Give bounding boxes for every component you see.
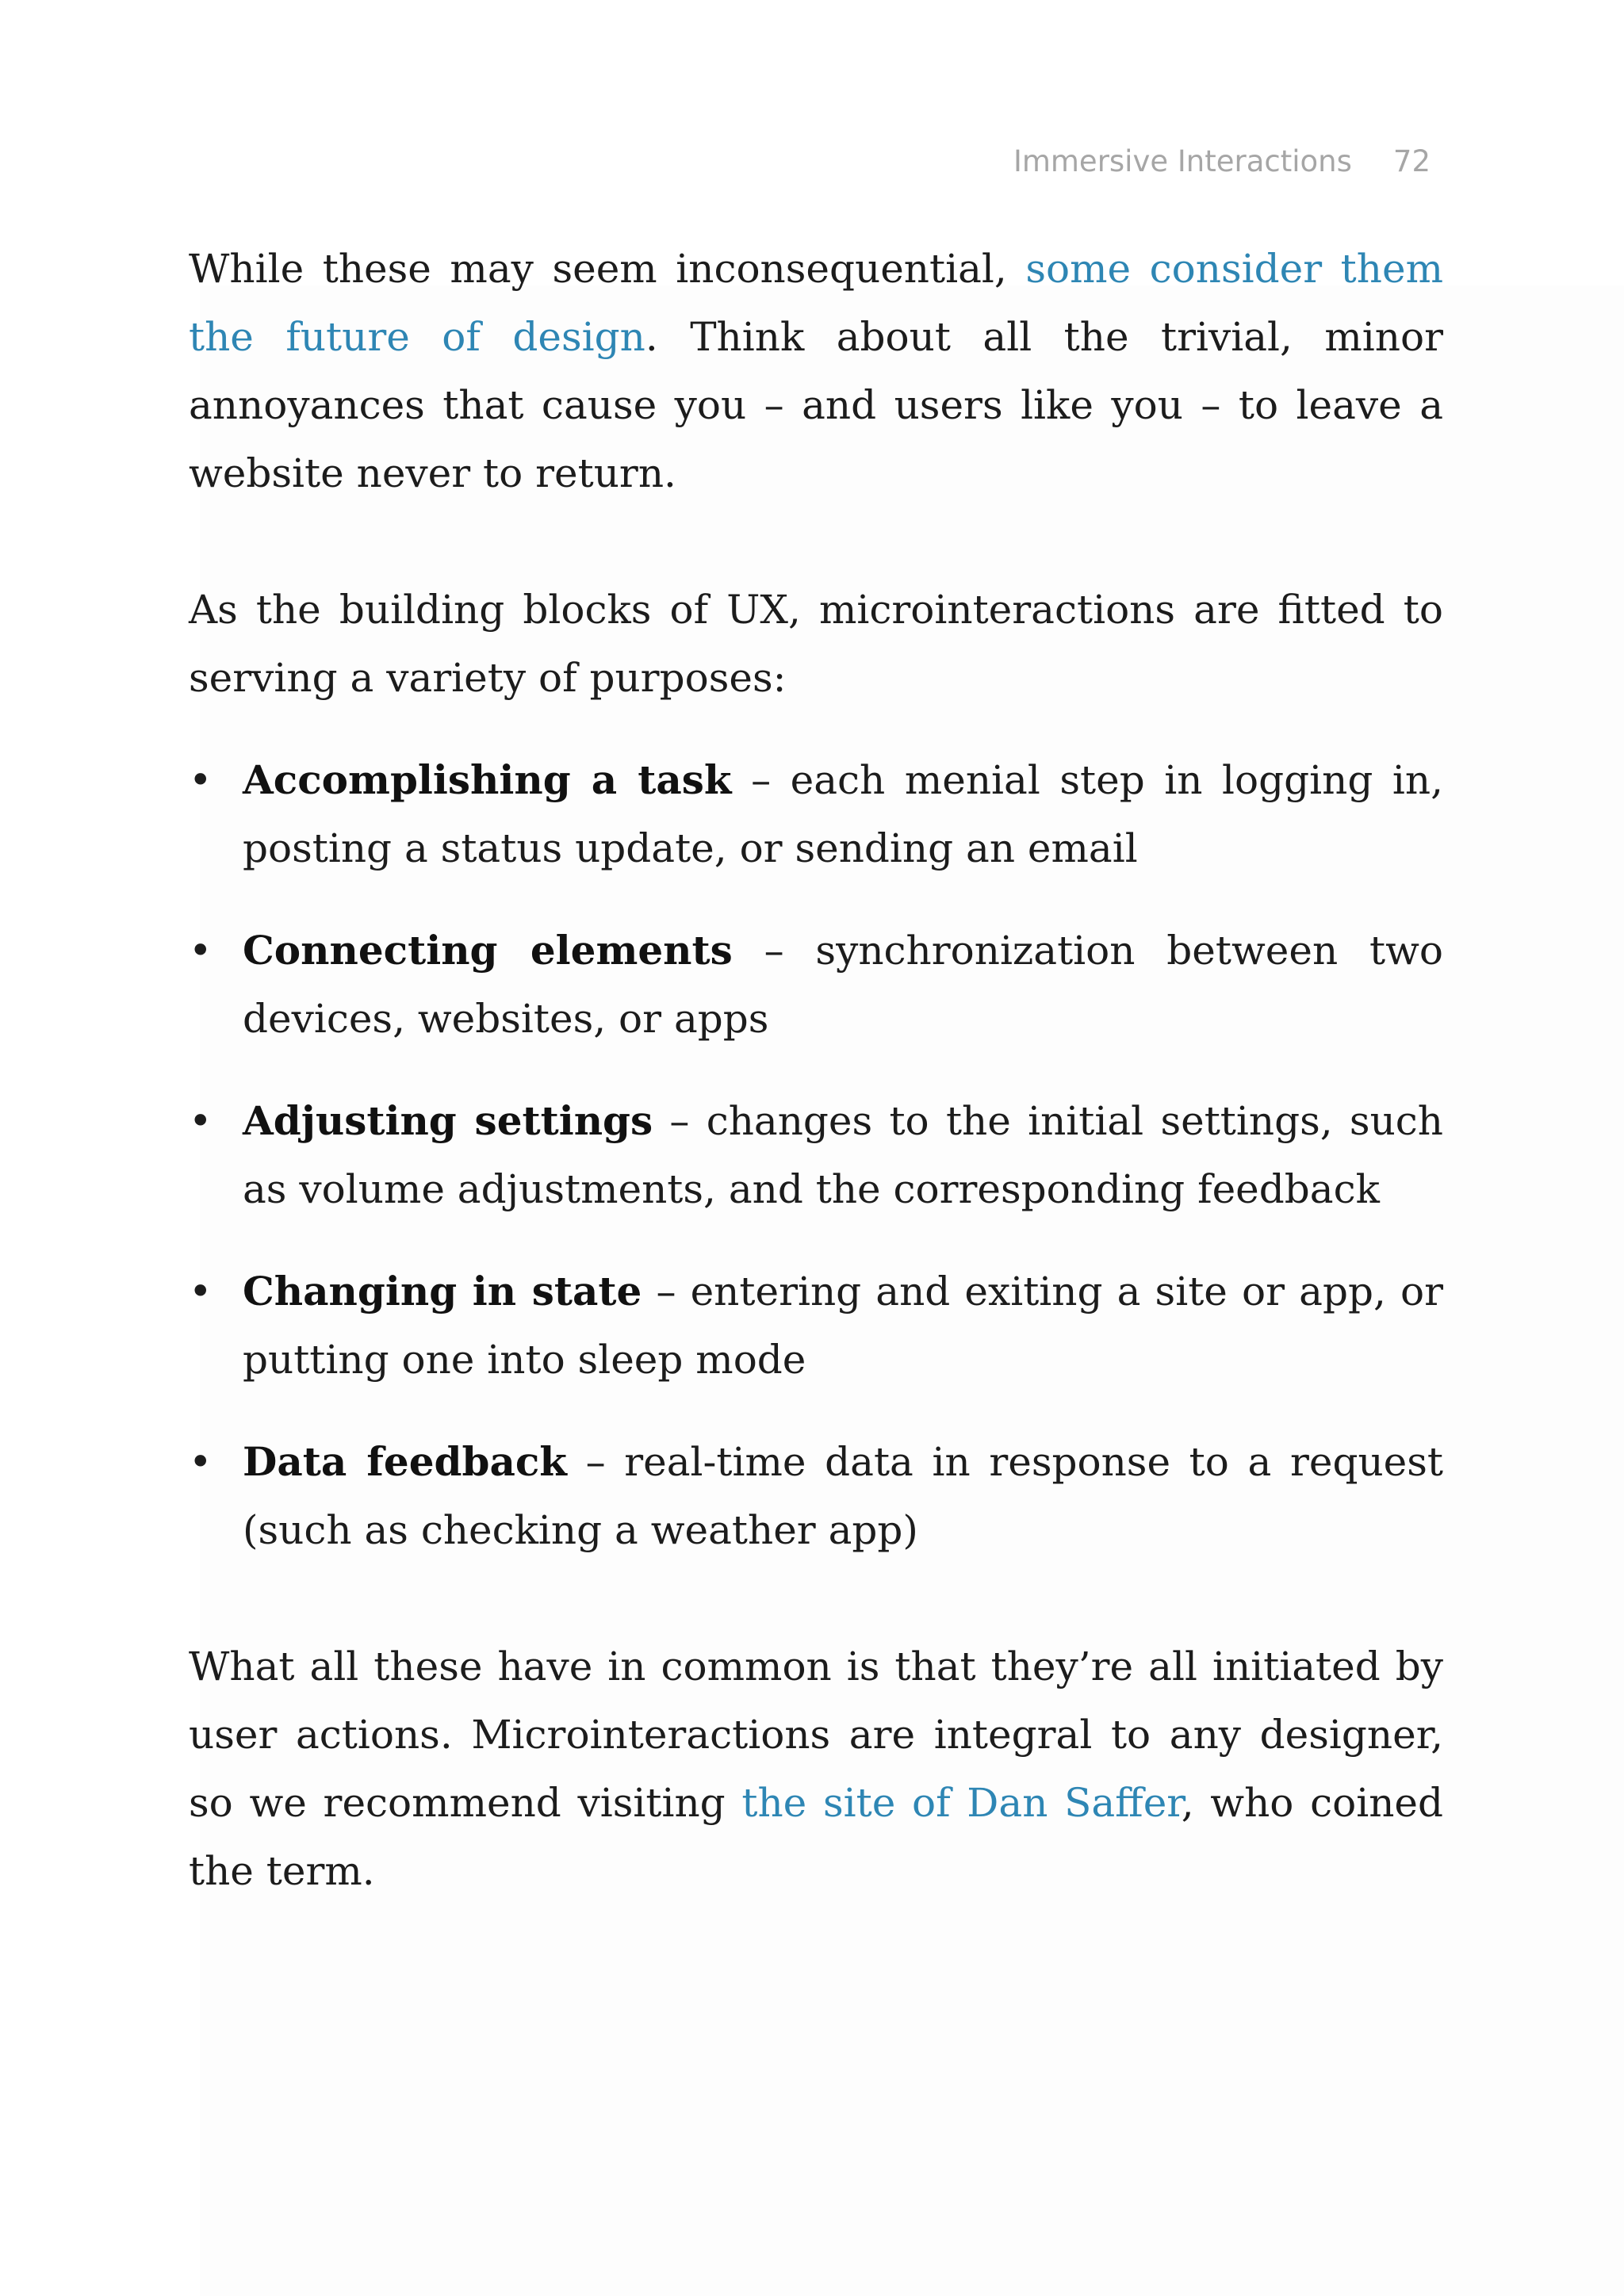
running-head	[1013, 144, 1431, 178]
chapter-title: Immersive Interactions	[1013, 144, 1352, 178]
intro-paragraph	[189, 235, 1443, 507]
list-item	[189, 916, 1443, 1053]
list-item	[189, 1087, 1443, 1223]
bullet-icon: •	[189, 1098, 213, 1144]
future-of-design-link[interactable]: some consider them the future of design	[189, 246, 1443, 360]
purpose-term: Accomplishing a task	[243, 756, 732, 803]
list-item	[189, 746, 1443, 882]
closing-paragraph	[189, 1632, 1443, 1905]
purpose-description: – synchronization between two devices, websites, or apps	[243, 928, 1443, 1042]
dan-saffer-site-link[interactable]: the site of Dan Saffer	[741, 1780, 1182, 1826]
intro-text-end: . Think about all the trivial, minor annoyances that cause you – and users like you – to leave a website never to return.	[189, 314, 1443, 496]
page-number: 72	[1392, 144, 1431, 178]
intro-text-start: While these may seem inconsequential,	[189, 246, 1026, 292]
bullet-icon: •	[189, 928, 213, 974]
purposes-list	[189, 746, 1443, 1564]
purpose-description: – entering and exiting a site or app, or putting one into sleep mode	[243, 1269, 1443, 1383]
purpose-term: Data feedback	[243, 1438, 567, 1485]
closing-text-start: What all these have in common is that they’re all initiated by user actions. Microinteractions are integral to any designer, so we recommend visiting	[189, 1644, 1443, 1826]
body-content	[189, 235, 1443, 1905]
purpose-term: Adjusting settings	[243, 1097, 653, 1144]
purpose-description: – changes to the initial settings, such as volume adjustments, and the corresponding feedback	[243, 1098, 1443, 1212]
bullet-icon: •	[189, 1439, 213, 1485]
closing-text-end: , who coined the term.	[189, 1780, 1444, 1894]
purpose-description: – real-time data in response to a request (such as checking a weather app)	[243, 1439, 1444, 1553]
purpose-description: – each menial step in logging in, posting a status update, or sending an email	[243, 757, 1443, 871]
purpose-term: Changing in state	[243, 1268, 642, 1314]
purpose-term: Connecting elements	[243, 927, 733, 974]
list-item	[189, 1257, 1443, 1394]
list-item	[189, 1428, 1443, 1564]
bullet-icon: •	[189, 1269, 213, 1314]
bullet-icon: •	[189, 757, 213, 803]
purposes-intro-paragraph: As the building blocks of UX, microinteractions are fitted to serving a variety of purposes:	[189, 587, 1443, 701]
